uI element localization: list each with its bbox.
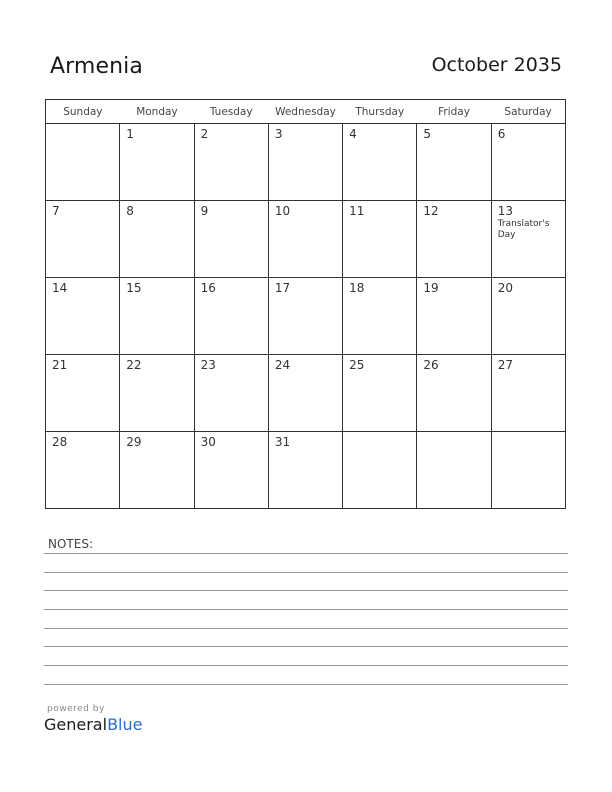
day-number: 4 [349, 127, 357, 141]
day-cell [417, 201, 491, 278]
day-number: 2 [200, 127, 209, 141]
day-cell [120, 278, 194, 355]
day-number: 11 [349, 204, 365, 218]
note-line [44, 553, 568, 554]
calendar-grid [45, 99, 566, 509]
day-cell [46, 432, 120, 509]
day-number: 21 [52, 358, 68, 372]
day-cell [120, 201, 194, 278]
calendar-header [50, 54, 562, 84]
day-cell [194, 124, 268, 201]
empty-day-cell [491, 432, 565, 509]
calendar-week-row [46, 432, 566, 509]
day-cell [120, 124, 194, 201]
day-cell [417, 355, 491, 432]
day-number: 24 [274, 358, 291, 372]
day-number: 29 [126, 435, 142, 449]
notes-label: NOTES: [48, 537, 93, 551]
day-number: 17 [274, 281, 291, 295]
day-number: 6 [497, 127, 506, 141]
day-number: 28 [52, 435, 68, 449]
brand-general-text: General [44, 715, 108, 734]
day-cell [491, 278, 565, 355]
weekday-thursday: Thursday [343, 100, 417, 124]
note-line [44, 684, 568, 685]
day-number: 10 [274, 204, 291, 218]
day-cell [417, 278, 491, 355]
weekday-sunday: Sunday [46, 100, 120, 124]
day-number: 7 [52, 204, 60, 218]
day-number: 9 [200, 204, 209, 218]
day-number: 23 [200, 358, 216, 372]
day-cell [194, 355, 268, 432]
calendar-week-row [46, 278, 566, 355]
day-cell [491, 124, 565, 201]
brand-blue-text: Blue [107, 715, 143, 734]
day-cell [268, 355, 342, 432]
day-number: 16 [200, 281, 216, 295]
day-number: 18 [349, 281, 365, 295]
note-line [44, 628, 568, 629]
empty-day-cell [417, 432, 491, 509]
powered-by-text: powered by [47, 704, 105, 714]
day-cell [120, 355, 194, 432]
day-number: 19 [423, 281, 439, 295]
note-line [44, 665, 568, 666]
day-cell [417, 124, 491, 201]
calendar-week-row [46, 355, 566, 432]
day-number: 25 [349, 358, 365, 372]
note-line [44, 646, 568, 647]
weekday-wednesday: Wednesday [268, 100, 342, 124]
day-cell [268, 201, 342, 278]
weekday-saturday: Saturday [491, 100, 565, 124]
day-cell [343, 124, 417, 201]
day-number: 22 [126, 358, 142, 372]
weekday-friday: Friday [417, 100, 491, 124]
day-cell [343, 278, 417, 355]
day-number: 20 [497, 281, 513, 295]
day-cell [268, 278, 342, 355]
day-cell [46, 278, 120, 355]
day-number: 26 [423, 358, 439, 372]
note-line [44, 609, 568, 610]
day-cell [268, 124, 342, 201]
calendar-week-row [46, 124, 566, 201]
day-cell [46, 355, 120, 432]
holiday-label: Translator's Day [497, 219, 550, 240]
weekday-header-row [46, 100, 566, 124]
calendar-week-row [46, 201, 566, 278]
day-cell [343, 201, 417, 278]
note-line [44, 572, 568, 573]
weekday-monday: Monday [120, 100, 194, 124]
day-cell [343, 355, 417, 432]
empty-day-cell [343, 432, 417, 509]
day-cell [491, 201, 565, 278]
day-number: 15 [126, 281, 142, 295]
day-cell [268, 432, 342, 509]
day-number: 3 [274, 127, 283, 141]
country-title: Armenia [50, 54, 143, 79]
day-number: 31 [274, 435, 291, 449]
day-number: 13 [497, 204, 513, 218]
day-cell [194, 201, 268, 278]
day-cell [194, 278, 268, 355]
footer-logo [44, 704, 142, 734]
month-year-title: October 2035 [431, 54, 562, 76]
day-number: 30 [200, 435, 216, 449]
empty-day-cell [46, 124, 120, 201]
brand-logo [44, 715, 142, 734]
day-number: 12 [423, 204, 439, 218]
day-number: 5 [423, 127, 432, 141]
day-cell [491, 355, 565, 432]
day-number: 27 [497, 358, 513, 372]
day-cell [46, 201, 120, 278]
note-line [44, 590, 568, 591]
day-number: 8 [126, 204, 134, 218]
weekday-tuesday: Tuesday [194, 100, 268, 124]
day-cell [120, 432, 194, 509]
day-number: 1 [126, 127, 134, 141]
day-cell [194, 432, 268, 509]
day-number: 14 [52, 281, 68, 295]
